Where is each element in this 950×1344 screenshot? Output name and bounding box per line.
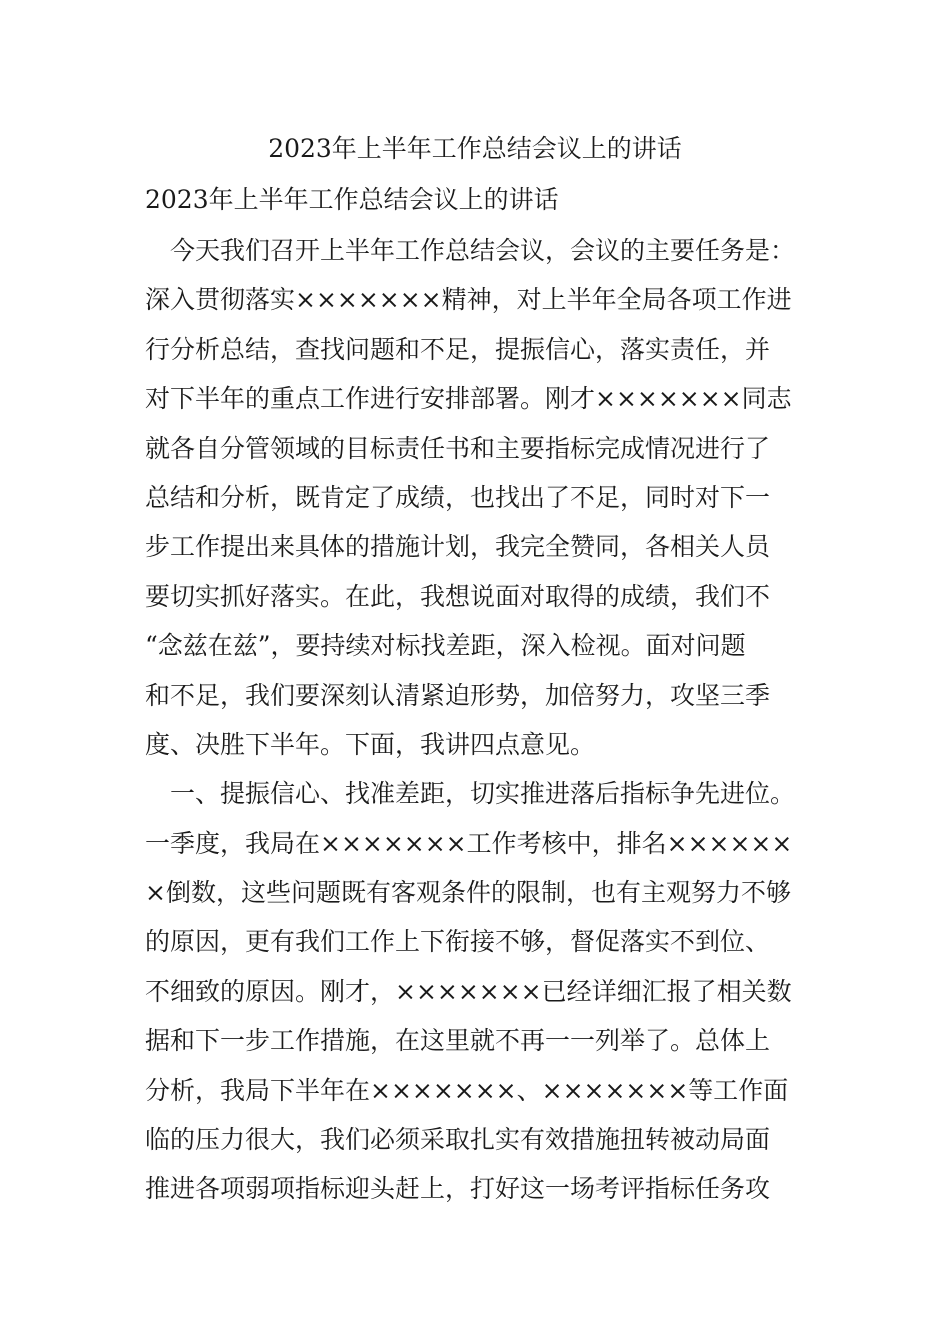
text-line: 步工作提出来具体的措施计划，我完全赞同，各相关人员 <box>145 532 771 562</box>
text-line: 据和下一步工作措施，在这里就不再一一列举了。总体上 <box>145 1026 771 1056</box>
document-title: 2023年上半年工作总结会议上的讲话 <box>268 134 682 163</box>
text-line: ×倒数，这些问题既有客观条件的限制，也有主观努力不够 <box>145 878 791 908</box>
text-line: “念兹在兹”，要持续对标找差距，深入检视。面对问题 <box>145 631 746 661</box>
text-line: 度、决胜下半年。下面，我讲四点意见。 <box>145 729 596 759</box>
text-line: 行分析总结，查找问题和不足，提振信心，落实责任，并 <box>145 334 771 364</box>
text-line: 就各自分管领域的目标责任书和主要指标完成情况进行了 <box>145 433 771 463</box>
text-line: 推进各项弱项指标迎头赶上，打好这一场考评指标任务攻 <box>145 1174 771 1204</box>
text-line: 和不足，我们要深刻认清紧迫形势，加倍努力，攻坚三季 <box>145 680 771 710</box>
text-line: 分析，我局下半年在×××××××、×××××××等工作面 <box>145 1075 789 1105</box>
text-line: 的原因，更有我们工作上下衔接不够，督促落实不到位、 <box>145 927 771 957</box>
text-line: 总结和分析，既肯定了成绩，也找出了不足，同时对下一 <box>145 482 771 512</box>
document-subtitle: 2023年上半年工作总结会议上的讲话 <box>145 185 559 214</box>
text-line: 深入贯彻落实×××××××精神，对上半年全局各项工作进 <box>145 285 792 315</box>
text-line: 对下半年的重点工作进行安排部署。刚才×××××××同志 <box>145 384 792 414</box>
document-body <box>145 231 835 1219</box>
text-line: 一季度，我局在×××××××工作考核中，排名×××××× <box>145 828 793 858</box>
text-line: 今天我们召开上半年工作总结会议，会议的主要任务是： <box>145 236 796 265</box>
text-line: 不细致的原因。刚才，×××××××已经详细汇报了相关数 <box>145 976 792 1006</box>
text-line: 一、提振信心、找准差距，切实推进落后指标争先进位。 <box>145 779 796 809</box>
text-line: 要切实抓好落实。在此，我想说面对取得的成绩，我们不 <box>145 581 771 611</box>
text-line: 临的压力很大，我们必须采取扎实有效措施扭转被动局面 <box>145 1125 771 1155</box>
